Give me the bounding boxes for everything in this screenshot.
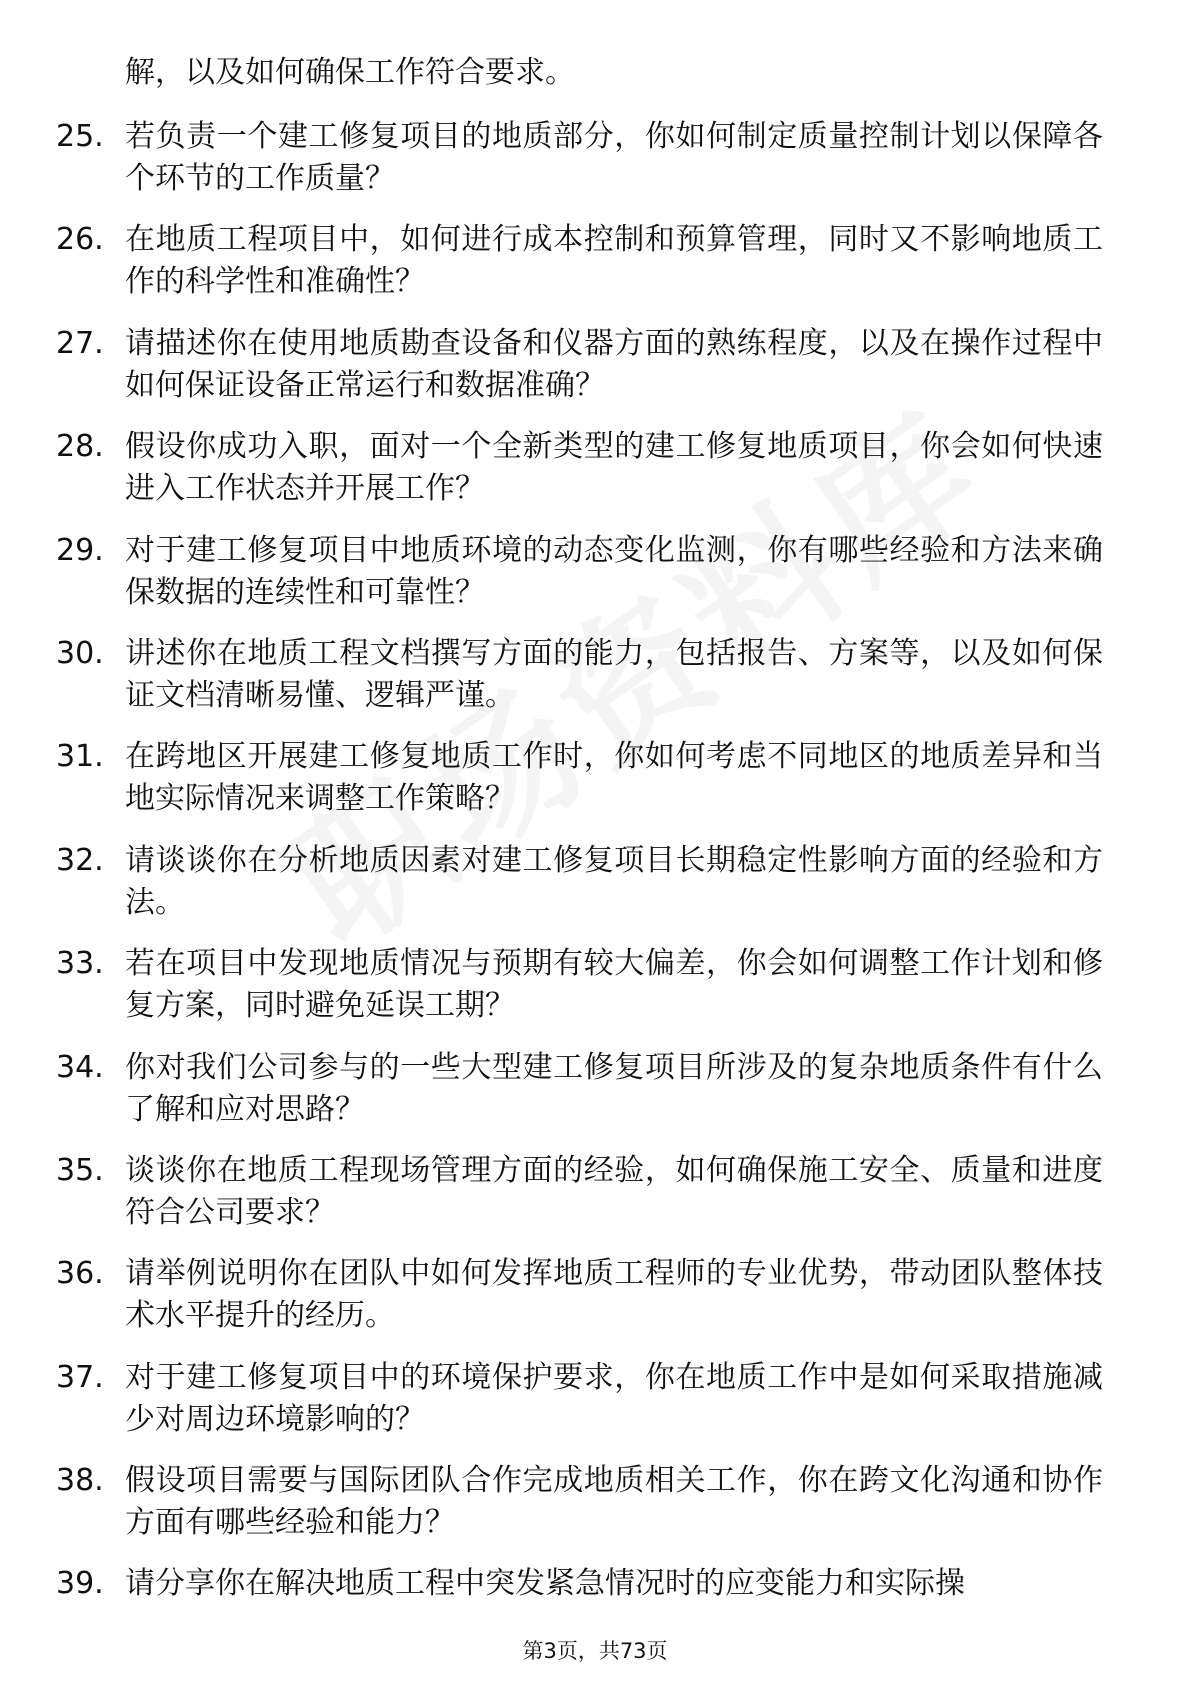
question-list [0, 116, 1190, 1667]
question-item [0, 530, 1190, 633]
question-number: 39. [56, 1566, 104, 1602]
question-item [0, 1460, 1190, 1563]
question-item [0, 840, 1190, 943]
question-text: 请谈谈你在分析地质因素对建工修复项目长期稳定性影响方面的经验和方法。 [125, 842, 1103, 920]
question-text: 在跨地区开展建工修复地质工作时，你如何考虑不同地区的地质差异和当地实际情况来调整工作策略？ [125, 739, 1103, 817]
question-number: 25. [56, 119, 104, 154]
question-text: 请描述你在使用地质勘查设备和仪器方面的熟练程度，以及在操作过程中如何保证设备正常运行和数据准确？ [125, 325, 1103, 403]
question-text: 你对我们公司参与的一些大型建工修复项目所涉及的复杂地质条件有什么了解和应对思路？ [125, 1049, 1103, 1127]
question-number: 29. [56, 532, 104, 568]
question-number: 37. [56, 1359, 104, 1395]
question-item [0, 1357, 1190, 1460]
question-text: 假设你成功入职，面对一个全新类型的建工修复地质项目，你会如何快速进入工作状态并开展工作？ [125, 429, 1103, 507]
question-number: 26. [56, 222, 104, 258]
question-item [0, 1150, 1190, 1253]
question-number: 38. [56, 1463, 104, 1499]
question-number: 36. [56, 1256, 104, 1292]
question-number: 28. [56, 429, 104, 465]
question-item [0, 323, 1190, 426]
question-item [0, 219, 1190, 322]
question-text: 讲述你在地质工程文档撰写方面的能力，包括报告、方案等，以及如何保证文档清晰易懂、逻辑严谨。 [125, 635, 1103, 713]
question-text: 请分享你在解决地质工程中突发紧急情况时的应变能力和实际操 [125, 1566, 965, 1602]
question-text: 对于建工修复项目中地质环境的动态变化监测，你有哪些经验和方法来确保数据的连续性和可靠性？ [125, 532, 1103, 610]
page-footer: 第3页，共73页 [522, 1639, 668, 1663]
continuation-text: 解，以及如何确保工作符合要求。 [125, 55, 575, 90]
question-number: 31. [56, 739, 104, 775]
question-text: 若在项目中发现地质情况与预期有较大偏差，你会如何调整工作计划和修复方案，同时避免延误工期？ [125, 946, 1103, 1024]
question-text: 请举例说明你在团队中如何发挥地质工程师的专业优势，带动团队整体技术水平提升的经历。 [125, 1256, 1103, 1334]
question-number: 32. [56, 842, 104, 878]
question-number: 33. [56, 946, 104, 982]
question-text: 谈谈你在地质工程现场管理方面的经验，如何确保施工安全、质量和进度符合公司要求？ [125, 1152, 1103, 1230]
question-number: 30. [56, 635, 104, 671]
question-item [0, 736, 1190, 839]
question-item [0, 1047, 1190, 1150]
question-text: 假设项目需要与国际团队合作完成地质相关工作，你在跨文化沟通和协作方面有哪些经验和能力？ [125, 1463, 1103, 1541]
question-text: 若负责一个建工修复项目的地质部分，你如何制定质量控制计划以保障各个环节的工作质量？ [125, 119, 1103, 196]
question-item [0, 426, 1190, 529]
question-number: 34. [56, 1049, 104, 1085]
question-text: 对于建工修复项目中的环境保护要求，你在地质工作中是如何采取措施减少对周边环境影响的？ [125, 1359, 1103, 1437]
question-item [0, 116, 1190, 219]
question-number: 27. [56, 325, 104, 361]
question-item [0, 1253, 1190, 1356]
question-item [0, 633, 1190, 736]
question-number: 35. [56, 1152, 104, 1188]
question-text: 在地质工程项目中，如何进行成本控制和预算管理，同时又不影响地质工作的科学性和准确性？ [125, 222, 1103, 300]
question-item [0, 943, 1190, 1046]
